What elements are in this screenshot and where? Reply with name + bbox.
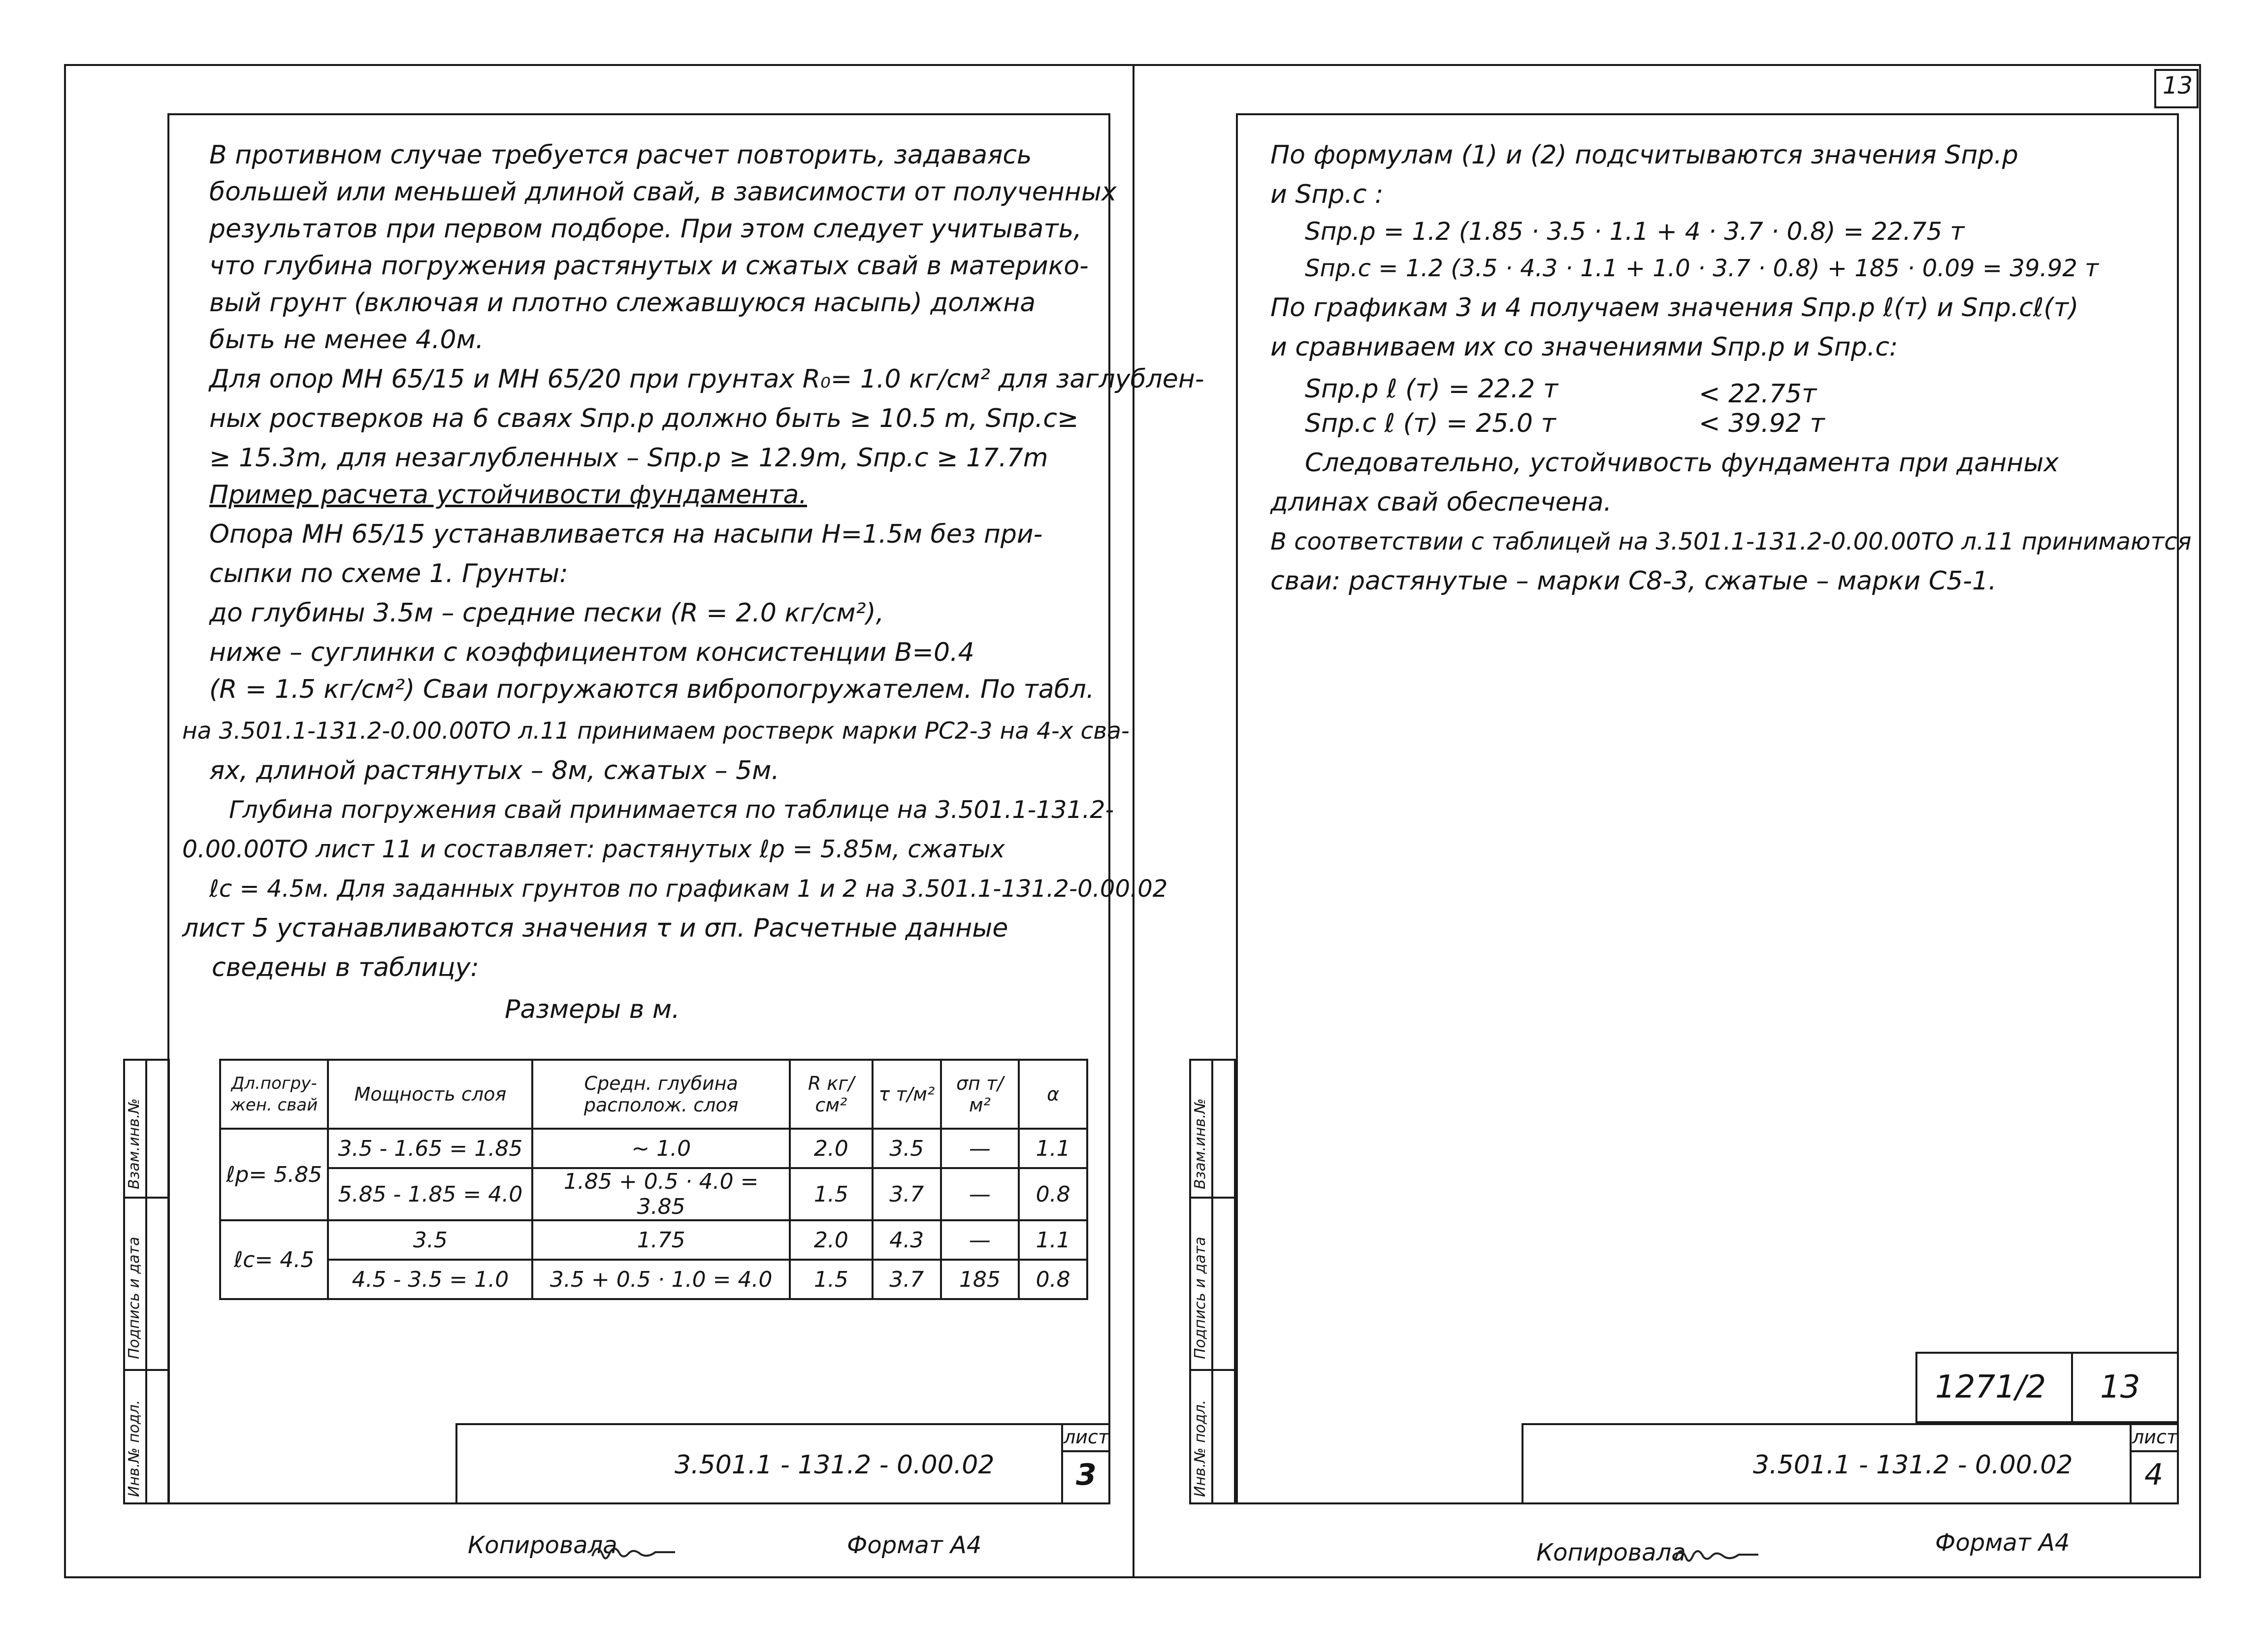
right-side-label-inv: Инв.№ подл.: [1192, 1400, 1209, 1497]
table-header-cell: τ т/м²: [873, 1060, 941, 1129]
left-text-line: лист 5 устанавливаются значения τ и σп. Расчетные данные: [182, 913, 1008, 943]
left-text-line: ниже – суглинки с коэффициентом консистенции В=0.4: [209, 638, 974, 667]
right-text-line: Sпр.р ℓ (т) = 22.2 т: [1305, 374, 1558, 404]
table-cell: ℓр= 5.85: [220, 1129, 328, 1220]
table-cell: 1.5: [790, 1168, 873, 1220]
left-text-line: 0.00.00ТО лист 11 и составляет: растянутых ℓр = 5.85м, сжатых: [182, 835, 1005, 863]
table-cell: 185: [941, 1260, 1019, 1299]
right-text-line: Sпр.р = 1.2 (1.85 · 3.5 · 1.1 + 4 · 3.7 · 0.8) = 22.75 т: [1305, 217, 1965, 246]
table-header-cell: Дл.погру-жен. свай: [220, 1060, 328, 1129]
right-footer-copied: Копировала: [1536, 1539, 1686, 1566]
table-cell: 2.0: [790, 1220, 873, 1260]
table-cell: ~ 1.0: [532, 1129, 789, 1168]
table-cell: 3.5: [328, 1220, 532, 1260]
table-cell: 0.8: [1019, 1260, 1087, 1299]
table-cell: 3.7: [873, 1168, 941, 1220]
left-text-line: что глубина погружения растянутых и сжатых свай в материко-: [209, 251, 1089, 281]
table-cell: ℓс= 4.5: [220, 1220, 328, 1299]
table-cell: 4.5 - 3.5 = 1.0: [328, 1260, 532, 1299]
left-text-line: ных ростверков на 6 сваях Sпр.р должно быть ≥ 10.5 m, Sпр.с≥: [209, 404, 1079, 433]
table-header-cell: Мощность слоя: [328, 1060, 532, 1129]
table-cell: —: [941, 1129, 1019, 1168]
left-text-line: большей или меньшей длиной свай, в зависимости от полученных: [209, 177, 1117, 207]
table-caption: Размеры в м.: [505, 995, 680, 1024]
left-text-line: быть не менее 4.0м.: [209, 325, 484, 355]
left-side-label-sign: Подпись и дата: [126, 1237, 143, 1359]
left-side-label-inv: Инв.№ подл.: [126, 1400, 143, 1497]
table-cell: —: [941, 1220, 1019, 1260]
right-album-number: 1271/2: [1935, 1369, 2046, 1405]
right-side-label-replace: Взам.инв.№: [1192, 1098, 1209, 1189]
right-sheet-number: 4: [2144, 1458, 2164, 1492]
table-header-cell: Средн. глубина располож. слоя: [532, 1060, 789, 1129]
right-text-line: длинах свай обеспечена.: [1270, 488, 1612, 517]
table-cell: 5.85 - 1.85 = 4.0: [328, 1168, 532, 1220]
table-cell: 1.75: [532, 1220, 789, 1260]
table-cell: 1.5: [790, 1260, 873, 1299]
table-cell: 3.5: [873, 1129, 941, 1168]
right-text-line: < 39.92 т: [1699, 409, 1825, 438]
left-example-heading: Пример расчета устойчивости фундамента.: [209, 480, 807, 510]
left-text-line: ях, длиной растянутых – 8м, сжатых – 5м.: [209, 756, 779, 785]
table-cell: 0.8: [1019, 1168, 1087, 1220]
left-text-line: (R = 1.5 кг/см²) Сваи погружаются вибропогружателем. По табл.: [209, 675, 1095, 704]
page-divider: [1133, 64, 1134, 1578]
right-text-line: Следовательно, устойчивость фундамента при данных: [1305, 448, 2059, 478]
right-side-label-sign: Подпись и дата: [1192, 1237, 1209, 1359]
table-cell: 3.5 - 1.65 = 1.85: [328, 1129, 532, 1168]
table-cell: 3.5 + 0.5 · 1.0 = 4.0: [532, 1260, 789, 1299]
table-header-cell: R кг/см²: [790, 1060, 873, 1129]
right-text-line: < 22.75т: [1699, 379, 1817, 409]
left-text-line: сведены в таблицу:: [212, 953, 479, 982]
right-signature: [1672, 1536, 1770, 1571]
left-text-line: Глубина погружения свай принимается по таблице на 3.501.1-131.2-: [229, 796, 1114, 824]
left-text-line: Для опор МН 65/15 и МН 65/20 при грунтах R₀= 1.0 кг/см² для заглублен-: [209, 364, 1204, 394]
right-text-line: По графикам 3 и 4 получаем значения Sпр.р ℓ(т) и Sпр.сℓ(т): [1270, 293, 2079, 323]
right-text-line: и сравниваем их со значениями Sпр.р и Sпр.с:: [1270, 332, 1898, 362]
left-footer-copied: Копировала: [468, 1531, 617, 1559]
table-cell: 3.7: [873, 1260, 941, 1299]
right-text-line: Sпр.с ℓ (т) = 25.0 т: [1305, 409, 1556, 438]
left-text-line: результатов при первом подборе. При этом следует учитывать,: [209, 214, 1082, 244]
left-sheet-label: лист: [1064, 1426, 1109, 1448]
left-side-label-replace: Взам.инв.№: [126, 1098, 143, 1189]
table-header-cell: σп т/м²: [941, 1060, 1019, 1129]
table-cell: 1.85 + 0.5 · 4.0 = 3.85: [532, 1168, 789, 1220]
left-text-line: ℓс = 4.5м. Для заданных грунтов по графикам 1 и 2 на 3.501.1-131.2-0.00.02: [209, 875, 1168, 903]
table-cell: 4.3: [873, 1220, 941, 1260]
left-text-line: на 3.501.1-131.2-0.00.00ТО л.11 принимаем ростверк марки РС2-3 на 4-х сва-: [182, 717, 1130, 745]
table-cell: 1.1: [1019, 1129, 1087, 1168]
table-cell: 1.1: [1019, 1220, 1087, 1260]
table-cell: —: [941, 1168, 1019, 1220]
left-text-line: В противном случае требуется расчет повторить, задаваясь: [209, 140, 1032, 170]
corner-sheet-number: 13: [2163, 72, 2193, 99]
right-text-line: и Sпр.с :: [1270, 180, 1384, 209]
right-album-sheet: 13: [2100, 1369, 2140, 1405]
left-sheet-number: 3: [1076, 1458, 1097, 1492]
soil-data-table: [219, 1059, 1088, 1300]
right-text-line: По формулам (1) и (2) подсчитываются значения Sпр.р: [1270, 140, 2018, 170]
table-cell: 2.0: [790, 1129, 873, 1168]
left-footer-format: Формат А4: [847, 1531, 982, 1559]
right-stamp-code: 3.501.1 - 131.2 - 0.00.02: [1753, 1450, 2073, 1480]
right-text-line: Sпр.с = 1.2 (3.5 · 4.3 · 1.1 + 1.0 · 3.7 · 0.8) + 185 · 0.09 = 39.92 т: [1305, 255, 2099, 282]
right-sheet-label: лист: [2132, 1426, 2178, 1448]
right-text-line: сваи: растянутые – марки С8-3, сжатые – марки С5-1.: [1270, 566, 1997, 596]
left-text-line: Опора МН 65/15 устанавливается на насыпи Н=1.5м без при-: [209, 520, 1043, 549]
left-text-line: сыпки по схеме 1. Грунты:: [209, 559, 568, 588]
left-signature: [588, 1534, 687, 1568]
left-text-line: до глубины 3.5м – средние пески (R = 2.0 кг/см²),: [209, 598, 884, 628]
right-footer-format: Формат А4: [1935, 1529, 2070, 1557]
table-header-cell: α: [1019, 1060, 1087, 1129]
right-text-line: В соответствии с таблицей на 3.501.1-131.2-0.00.00ТО л.11 принимаются: [1270, 528, 2192, 555]
left-text-line: вый грунт (включая и плотно слежавшуюся насыпь) должна: [209, 288, 1036, 318]
left-text-line: ≥ 15.3m, для незаглубленных – Sпр.р ≥ 12.9m, Sпр.с ≥ 17.7m: [209, 443, 1048, 473]
left-stamp-code: 3.501.1 - 131.2 - 0.00.02: [675, 1450, 995, 1480]
